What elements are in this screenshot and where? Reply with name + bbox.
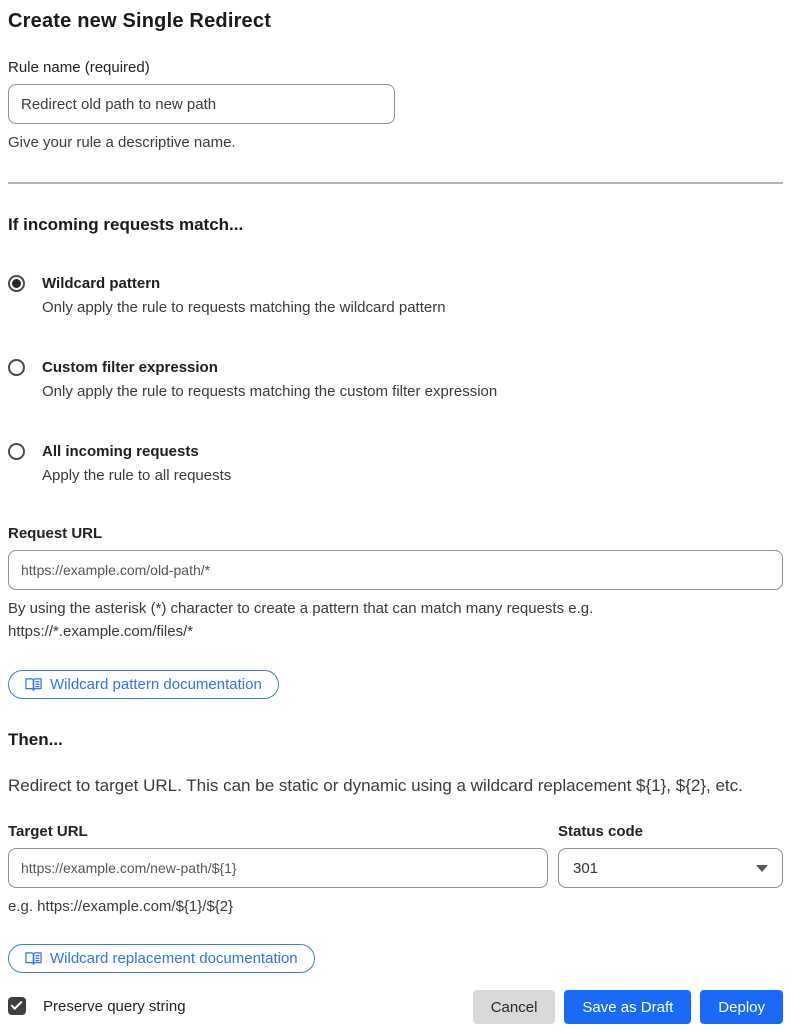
radio-option-custom-filter[interactable] [8,357,783,403]
target-url-value: https://example.com/new-path/${1} [21,860,237,876]
radio-description: Only apply the rule to requests matching the wildcard pattern [42,299,446,316]
rule-name-value: Redirect old path to new path [21,95,217,113]
wildcard-pattern-doc-button[interactable] [8,670,279,699]
status-code-label: Status code [558,823,644,840]
radio-label: Custom filter expression [42,359,218,376]
then-section-heading: Then... [8,730,63,749]
then-description: Redirect to target URL. This can be static or dynamic using a wildcard replacement ${1}, ${2}, etc. [8,776,743,795]
section-divider [8,182,783,184]
target-url-help: e.g. https://example.com/${1}/${2} [8,898,234,915]
request-url-help [8,597,783,643]
radio-icon[interactable] [8,275,25,292]
request-url-value: https://example.com/old-path/* [21,562,211,578]
book-icon [25,951,42,966]
doc-button-label: Wildcard pattern documentation [50,676,262,693]
status-code-select[interactable] [558,848,783,888]
radio-label: All incoming requests [42,443,199,460]
request-url-input[interactable] [8,550,783,590]
request-url-help-line2: https://*.example.com/files/* [8,623,194,640]
deploy-button[interactable]: Deploy [700,990,783,1024]
cancel-button[interactable]: Cancel [473,990,556,1024]
target-url-label: Target URL [8,823,88,840]
preserve-query-checkbox[interactable] [8,997,26,1015]
rule-name-label: Rule name (required) [8,59,150,76]
preserve-query-label: Preserve query string [43,998,186,1015]
match-type-radio-group [8,273,783,487]
rule-name-input[interactable] [8,84,395,124]
book-icon [25,677,42,692]
radio-option-wildcard-pattern[interactable] [8,273,783,319]
footer-actions [473,990,783,1024]
radio-description: Only apply the rule to requests matching the custom filter expression [42,383,498,400]
wildcard-replacement-doc-button[interactable] [8,944,315,973]
chevron-down-icon [756,865,768,872]
radio-icon[interactable] [8,443,25,460]
rule-name-help: Give your rule a descriptive name. [8,134,236,151]
match-section-heading: If incoming requests match... [8,215,244,234]
status-code-value: 301 [573,859,599,877]
save-as-draft-button[interactable]: Save as Draft [564,990,691,1024]
radio-option-all-requests[interactable] [8,441,783,487]
request-url-help-line1: By using the asterisk (*) character to create a pattern that can match many requests e.g. [8,600,594,617]
radio-description: Apply the rule to all requests [42,467,232,484]
target-url-input[interactable] [8,848,548,888]
radio-label: Wildcard pattern [42,275,161,292]
radio-icon[interactable] [8,359,25,376]
page-title: Create new Single Redirect [8,10,272,32]
doc-button-label: Wildcard replacement documentation [50,950,298,967]
request-url-label: Request URL [8,525,103,542]
